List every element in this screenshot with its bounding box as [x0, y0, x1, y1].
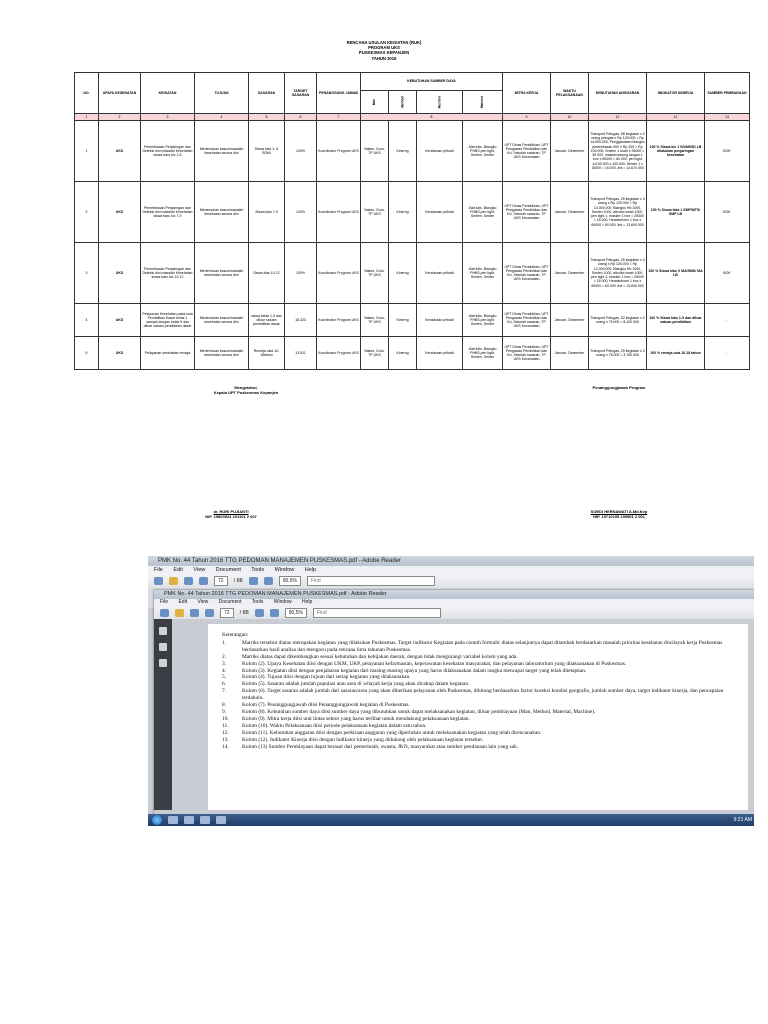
col-number: 1	[75, 114, 99, 121]
cell-sumber: -	[705, 337, 750, 370]
cell-mitra: UPT Dinas Pendidikan, UPT Pengawas Pendidikan dan Kd, Sekolah sasaran, TP UKS Kecamatan	[503, 337, 551, 370]
cell-anggaran: Transport Petugas, 26 kegiatan x 4 orang x Rp 125.000 = Rp 12.000.000, Blangko Hb 1000, Snelen 1000, alkohol swab 1000, pen light 1, masker 1 box = 25000 = 15.000, Headschoen 1 box x 60000 = 60.000 Jml = 13.690.000	[589, 243, 647, 304]
cell-pj: Koordinator Program UKS	[317, 304, 361, 337]
signature-right-line1: Penanggungjawab Program	[592, 385, 646, 390]
cell-sasaran: Siswa klas 1- 6 SDMI	[249, 121, 285, 182]
col-header-kegiatan: KEGIATAN	[141, 73, 195, 114]
reader-back-titlebar: PMK No. 44 Tahun 2016 TTG PEDOMAN MANAJEMEN PUSKESMAS.pdf - Adobe Reader	[148, 556, 754, 566]
reader-front-titlebar: PMK No. 44 Tahun 2016 TTG PEDOMAN MANAJEMEN PUSKESMAS.pdf - Adobe Reader	[154, 590, 754, 599]
col-number: 7	[317, 114, 361, 121]
col-header-pj: PENANGGUNG JAWAB	[317, 73, 361, 114]
cell-pj: Koordinator Program UKS	[317, 243, 361, 304]
column-number-row	[75, 114, 750, 121]
page-number-input[interactable]: 72	[220, 608, 234, 618]
next-page-icon[interactable]	[205, 609, 214, 617]
cell-sumber: BOK	[705, 121, 750, 182]
cell-kegiatan: Pelayanan Kesehatan pada usia Pendidikan Dasar kelas 1 sampai dengan kelas 9 dan diluar satuan pendidikan dasar	[141, 304, 195, 337]
folder-icon[interactable]	[169, 577, 178, 585]
page-number-input[interactable]: 72	[214, 576, 228, 586]
list-item: 2. Matriks diatas dapat dikembangkan sesuai kebutuhan dan kebijakan daerah, dengan tidak mengurangi variabel kolom yang ada.	[222, 653, 518, 660]
list-item: 3. Kolom (2). Upaya Kesehatan diisi dengan UKM, UKP, pelayanan kefarmasian, keperawatan kesehatan masyarakat, dan pelayanan laboratorium yang dilaksanakan di Puskesmas.	[222, 660, 627, 667]
cell-waktu: Januari- Desember	[551, 121, 589, 182]
col-number: 10	[551, 114, 589, 121]
list-item: 4. Kolom (3). Kegiatan diisi dengan penjabaran kegiatan dari masing-masing upaya yang harus dilaksanakan dalam rangka mencapai target yang telah ditetapkan.	[222, 667, 587, 674]
reader-front-toolbar	[154, 606, 754, 619]
zoom-in-icon[interactable]	[264, 577, 273, 585]
list-item: 1. Matriks tersebut diatas merupakan kegiatan yang dilakukan Puskesmas. Target indikator Kegiatan pada contoh formulir diatas selanjutnya dapat ditambah berdasarkan masalah prioritas kesehatan diwilayah kerja Puskesmas berdasarkan hasil analisa dan mengacu pada rencana lima tahunan Puskesmas.	[222, 639, 723, 653]
bookmarks-icon[interactable]	[159, 643, 167, 651]
list-item: 13. Kolom (12). Indikator Kinerja diisi dengan indikator kinerja yang didukung oleh pelaksanaan kegiatan tersebut.	[222, 736, 484, 743]
zoom-out-icon[interactable]	[249, 577, 258, 585]
cell-man: Nakes, Guru, TP UKS	[361, 304, 389, 337]
cell-upaya: UKS	[99, 121, 141, 182]
navigation-panel	[154, 619, 172, 810]
col-number: 5	[249, 114, 285, 121]
signature-left-nip: NIP. 19800523 201101 2 007	[205, 514, 257, 519]
menu-view[interactable]: View	[193, 567, 206, 573]
menu-document[interactable]: Document	[215, 567, 241, 573]
menu-document[interactable]: Document	[218, 599, 242, 605]
col-header-anggaran: KEBUTUHAN ANGGARAN	[589, 73, 647, 114]
cell-kegiatan: Pelayanan kesehatan remaja	[141, 337, 195, 370]
find-input[interactable]: Find	[313, 608, 441, 618]
header-line-1: RENCANA USULAN KEGIATAN (RUK)	[346, 40, 422, 45]
cell-no: 2	[75, 182, 99, 243]
ruk-table	[74, 72, 750, 370]
cell-tujuan: Menemukan kasus/masalah kesehatan secara dini	[195, 182, 249, 243]
cell-tujuan: Menemukan kasus/masalah kesehatan secara dini	[195, 304, 249, 337]
table-row	[75, 182, 750, 243]
menu-window[interactable]: Window	[274, 567, 295, 573]
cell-machine: Kendaraan pribadi	[417, 182, 463, 243]
cell-method: Kinerng	[389, 337, 417, 370]
cell-target: 18.323	[285, 304, 317, 337]
document-header	[0, 40, 768, 61]
cell-material: Alat tulis, Blangko PHBS,pen light, Snelen, Senter	[463, 243, 503, 304]
cell-indikator: 100 % Siswa klas 1-9 dan diluar satuan pendidikan	[647, 304, 705, 337]
page-total: / 88	[233, 578, 243, 584]
menu-edit[interactable]: Edit	[173, 567, 183, 573]
zoom-in-icon[interactable]	[270, 609, 279, 617]
cell-kegiatan: Pemeriksaan Penjaringan dan Deteksi dini masalah Kesehatan siswa baru klc 7-9	[141, 182, 195, 243]
start-button[interactable]	[152, 815, 162, 825]
col-number: 8	[361, 114, 503, 121]
cell-indikator: 100 % Siswa klc 1 SD/MI/SD LB dilakukan penjaringan kesehatan	[647, 121, 705, 182]
signature-left-name: dr. RURI PUJIANTI	[213, 509, 249, 514]
list-item: 8. Kolom (7). Penanggungjawab diisi Penanggungjawab kegiatan di Puskesmas.	[222, 702, 410, 709]
cell-sasaran: Remaja usia 10-18tahun	[249, 337, 285, 370]
cell-no: 3	[75, 243, 99, 304]
cell-waktu: Januari- Desember	[551, 243, 589, 304]
reader-back-menubar	[148, 566, 754, 574]
menu-edit[interactable]: Edit	[178, 599, 188, 605]
next-page-icon[interactable]	[199, 577, 208, 585]
signature-left-name-block	[176, 509, 286, 519]
table-row	[75, 121, 750, 182]
col-number: 11	[589, 114, 647, 121]
cell-upaya: UKS	[99, 304, 141, 337]
cell-kegiatan: Pemeriksaan Penjaringan dan Deteksi dini masalah Kesehatan siswa baru klc 10-12	[141, 243, 195, 304]
pdf-page	[208, 624, 748, 810]
list-item: 7. Kolom (6). Target sasaran adalah jumlah dari sasaran/area yang akan diberikan pelayanan oleh Puskesmas, dihitung berdasarkan factor koreksi kondisi geografis, jumlah sumber daya, target indikator kinerja, dan pencapaian terdahulu.	[222, 688, 724, 702]
col-header-sumber: SUMBER PEMBIAYAAN	[705, 73, 750, 114]
cell-target: 13.521	[285, 337, 317, 370]
system-clock: 9:21 AM	[733, 817, 752, 823]
col-header-ksd: KEBUTUHAN SUMBER DAYA	[361, 73, 503, 91]
subheader-method: Method	[389, 91, 417, 114]
cell-material: Alat tulis, Blangko PHBS,pen light, Snelen, Senter	[463, 182, 503, 243]
menu-window[interactable]: Window	[273, 599, 292, 605]
cell-target: 100%	[285, 182, 317, 243]
subheader-material: Material	[463, 91, 503, 114]
subheader-man: Man	[361, 91, 389, 114]
list-item: 10. Kolom (9). Mitra kerja diisi unit lintas sektor yang harus terlibat untuk mendukung pelaksanaan kegiatan.	[222, 715, 470, 722]
cell-machine: Kendaraan pribadi	[417, 304, 463, 337]
subheader-machine: Machine	[417, 91, 463, 114]
cell-sasaran: Siswa klas 10-12	[249, 243, 285, 304]
cell-anggaran: Transport Petugas, 58 kegiatan x 2 orang petugas x Rp 125.000 = Rp 14.500.000, Penggandaan blangko pemeriksaan 500 x Rp 200 = Rp 100.000, Snelen 1 buah x 35000 = 35.000, masker/sarung tangan 1 box x 60000 = 60.000, pen light 1x100.000 x 100.000, Senter 1 x 15000 = 15.000 Jml = 14.670.000	[589, 121, 647, 182]
menu-tools[interactable]: Tools	[251, 599, 264, 605]
cell-man: Nakes, Guru, TP UKS	[361, 182, 389, 243]
col-number: 9	[503, 114, 551, 121]
col-number: 12	[647, 114, 705, 121]
cell-sasaran: Siswa klas 7-9	[249, 182, 285, 243]
cell-sumber: BOK	[705, 243, 750, 304]
cell-no: 4	[75, 304, 99, 337]
list-item: 11. Kolom (10). Waktu Pelaksanaan diisi periode pelaksanaan kegiatan dalam satu tahun.	[222, 722, 427, 729]
attachments-icon[interactable]	[159, 659, 167, 667]
menu-tools[interactable]: Tools	[251, 567, 265, 573]
taskbar-app-icon[interactable]	[184, 816, 194, 824]
list-item: 12. Kolom (11). Kebutuhan anggaran diisi dengan perkiraan anggaran yang diperlukan untuk melaksanakan kegiatan yang telah direncanakan.	[222, 729, 542, 736]
menu-file[interactable]: File	[154, 567, 163, 573]
cell-indikator: 100 % remaja usia 10-18 tahun	[647, 337, 705, 370]
cell-method: Kinerng	[389, 243, 417, 304]
cell-sasaran: siswa kelas 1-9 dan diluar satuan pendidikan dasar	[249, 304, 285, 337]
signature-right-title	[564, 385, 674, 390]
cell-waktu: Januari- Desember	[551, 304, 589, 337]
pages-icon[interactable]	[159, 627, 167, 635]
list-item: 14. Kolom (13) Sumber Pembiayaan dapat berasal dari pemerintah, swasta, JKN, masyarakat atau sumber pendanaan lain yang sah.	[222, 743, 519, 750]
cell-target: 100%	[285, 121, 317, 182]
cell-kegiatan: Pemeriksaan Penjaringan dan Deteksi dini masalah Kesehatan siswa baru klc 1-6	[141, 121, 195, 182]
col-number: 4	[195, 114, 249, 121]
reader-back-toolbar	[148, 574, 754, 588]
zoom-select[interactable]: 90,5%	[285, 608, 307, 618]
cell-mitra: UPT Dinas Pendidikan, UPT Pengawas Pendidikan dan Kd, Sekolah sasaran, TP UKS Kecamatan	[503, 121, 551, 182]
page-total: / 88	[239, 609, 249, 616]
zoom-out-icon[interactable]	[255, 609, 264, 617]
cell-pj: Koordinator Program UKS	[317, 337, 361, 370]
menu-help[interactable]: Help	[301, 599, 313, 605]
header-line-4: TAHUN 2016	[371, 55, 397, 61]
col-header-mitra: MITRA KERJA	[503, 73, 551, 114]
col-header-no: NO.	[75, 73, 99, 114]
cell-tujuan: Menemukan kasus/masalah kesehatan secara dini	[195, 121, 249, 182]
table-header-row	[75, 73, 750, 91]
cell-no: 1	[75, 121, 99, 182]
list-item: 6. Kolom (5). Sasaran adalah jumlah populasi atau area di wilayah kerja yang akan dicakup dalam kegiatan.	[222, 681, 470, 688]
cell-sumber: BOK	[705, 182, 750, 243]
cell-method: Kinerng	[389, 182, 417, 243]
cell-anggaran: Transport Petugas, 25 kegiatan x 2 orang x 75.000 = 3.750.000	[589, 337, 647, 370]
notes-heading: Keterangan:	[222, 632, 249, 638]
cell-anggaran: Transport Petugas, 52 kegiatan x 2 orang x 75.000 = 8.100.000	[589, 304, 647, 337]
taskbar-app-icon[interactable]	[216, 816, 226, 824]
prev-page-icon[interactable]	[184, 577, 193, 585]
menu-help[interactable]: Help	[304, 567, 317, 573]
table-row	[75, 243, 750, 304]
cell-method: Kinerng	[389, 304, 417, 337]
cell-pj: Koordinator Program UKS	[317, 121, 361, 182]
cell-method: Kinerng	[389, 121, 417, 182]
signature-right-nip: NIP. 19710105 199901 2 001	[593, 514, 645, 519]
cell-material: Alat tulis, Blangko PHBS,pen light, Snelen, Senter	[463, 304, 503, 337]
cell-man: Nakes, Guru, TP UKS	[361, 337, 389, 370]
cell-pj: Koordinator Program UKS	[317, 182, 361, 243]
signature-left-title	[196, 385, 296, 395]
windows-taskbar	[148, 814, 754, 826]
cell-tujuan: Menemukan kasus/masalah kesehatan secara dini	[195, 337, 249, 370]
col-header-indikator: INDIKATOR KINERJA	[647, 73, 705, 114]
col-number: 3	[141, 114, 195, 121]
col-number: 13	[705, 114, 750, 121]
col-header-tujuan: TUJUAN	[195, 73, 249, 114]
print-icon[interactable]	[154, 577, 163, 585]
cell-machine: Kendaraan pribadi	[417, 337, 463, 370]
zoom-select[interactable]: 90,5%	[279, 576, 301, 586]
col-header-sasaran: SASARAN	[249, 73, 285, 114]
signature-left-line2: Kepala UPT Puskesmas Kepanjen	[213, 390, 279, 395]
col-header-upaya: UPAYA KESEHATAN	[99, 73, 141, 114]
col-number: 6	[285, 114, 317, 121]
cell-mitra: UPT Dinas Pendidikan, UPT Pengawas Pendidikan dan Kd, Sekolah sasaran, TP UKS Kecamatan	[503, 304, 551, 337]
cell-no: 5	[75, 337, 99, 370]
cell-sumber: -	[705, 304, 750, 337]
col-header-waktu: WAKTU PELAKSANAAN	[551, 73, 589, 114]
header-line-2: PROGRAM UKS	[368, 45, 400, 51]
signature-right-name: SOEDI HERNAWATI A.Md.Kep	[590, 509, 648, 514]
cell-machine: Kendaraan pribadi	[417, 121, 463, 182]
find-input[interactable]: Find	[307, 576, 435, 586]
cell-target: 100%	[285, 243, 317, 304]
prev-page-icon[interactable]	[190, 609, 199, 617]
folder-icon[interactable]	[175, 609, 184, 617]
menu-file[interactable]: File	[160, 599, 169, 605]
cell-man: Nakes, Guru, TP UKS	[361, 121, 389, 182]
cell-anggaran: Transport Petugas, 26 kegiatan x 4 orang x Rp 125.000 = Rp 13.000.000, Blangko Hb 1000, Snelen 1000, alkohol swab 1000, pen light 1, masker 1 box = 25000 = 15.000, Headschoen 1 box x 60000 = 60.000 Jml = 13.690.000	[589, 182, 647, 243]
col-header-target: TARGET SASARAN	[285, 73, 317, 114]
list-item: 5. Kolom (4). Tujuan diisi dengan tujuan dari setiap kegiatan yang dilaksanakan.	[222, 674, 411, 681]
reader-window-front	[154, 590, 754, 826]
cell-mitra: UPT Dinas Pendidikan, UPT Pengawas Pendidikan dan Kd, Sekolah sasaran, TP UKS Kecamatan	[503, 243, 551, 304]
table-row	[75, 304, 750, 337]
cell-material: Alat tulis, Blangko PHBS,pen light, Snelen, Senter	[463, 337, 503, 370]
cell-waktu: Januari- Desember	[551, 182, 589, 243]
cell-upaya: UKS	[99, 243, 141, 304]
taskbar-app-icon[interactable]	[168, 816, 178, 824]
cell-waktu: Januari- Desember	[551, 337, 589, 370]
cell-indikator: 100 % Siswa klas 1 SMP/MTS/ SMP LB	[647, 182, 705, 243]
table-row	[75, 337, 750, 370]
cell-upaya: UKS	[99, 182, 141, 243]
reader-screenshot	[148, 556, 754, 826]
cell-indikator: 100 % Siswa klas X MA/SMK/ MA LB	[647, 243, 705, 304]
taskbar-app-icon[interactable]	[200, 816, 210, 824]
cell-material: Alat tulis, Blangko PHBS,pen light, Snelen, Senter	[463, 121, 503, 182]
signature-right-name-block	[560, 509, 678, 519]
col-number: 2	[99, 114, 141, 121]
cell-mitra: UPT Dinas Pendidikan, UPT Pengawas Pendidikan dan Kd, Sekolah sasaran, TP UKS Kecamatan	[503, 182, 551, 243]
signature-left-line1: Mengetahui,	[234, 385, 258, 390]
notes-list	[222, 632, 742, 750]
list-item: 9. Kolom (8). Kebutuhan sumber daya diisi sumber daya yang dibutuhkan untuk dapat melaksanakan kegiatan, diluar pembiayaan (Man, Method, Material, Machine).	[222, 708, 596, 715]
header-line-3: PUSKESMAS KEPANJEN	[358, 50, 410, 56]
cell-man: Nakes, Guru, TP UKS	[361, 243, 389, 304]
cell-upaya: UKS	[99, 337, 141, 370]
cell-machine: Kendaraan pribadi	[417, 243, 463, 304]
print-icon[interactable]	[160, 609, 169, 617]
menu-view[interactable]: View	[197, 599, 209, 605]
cell-tujuan: Menemukan kasus/masalah kesehatan secara dini	[195, 243, 249, 304]
